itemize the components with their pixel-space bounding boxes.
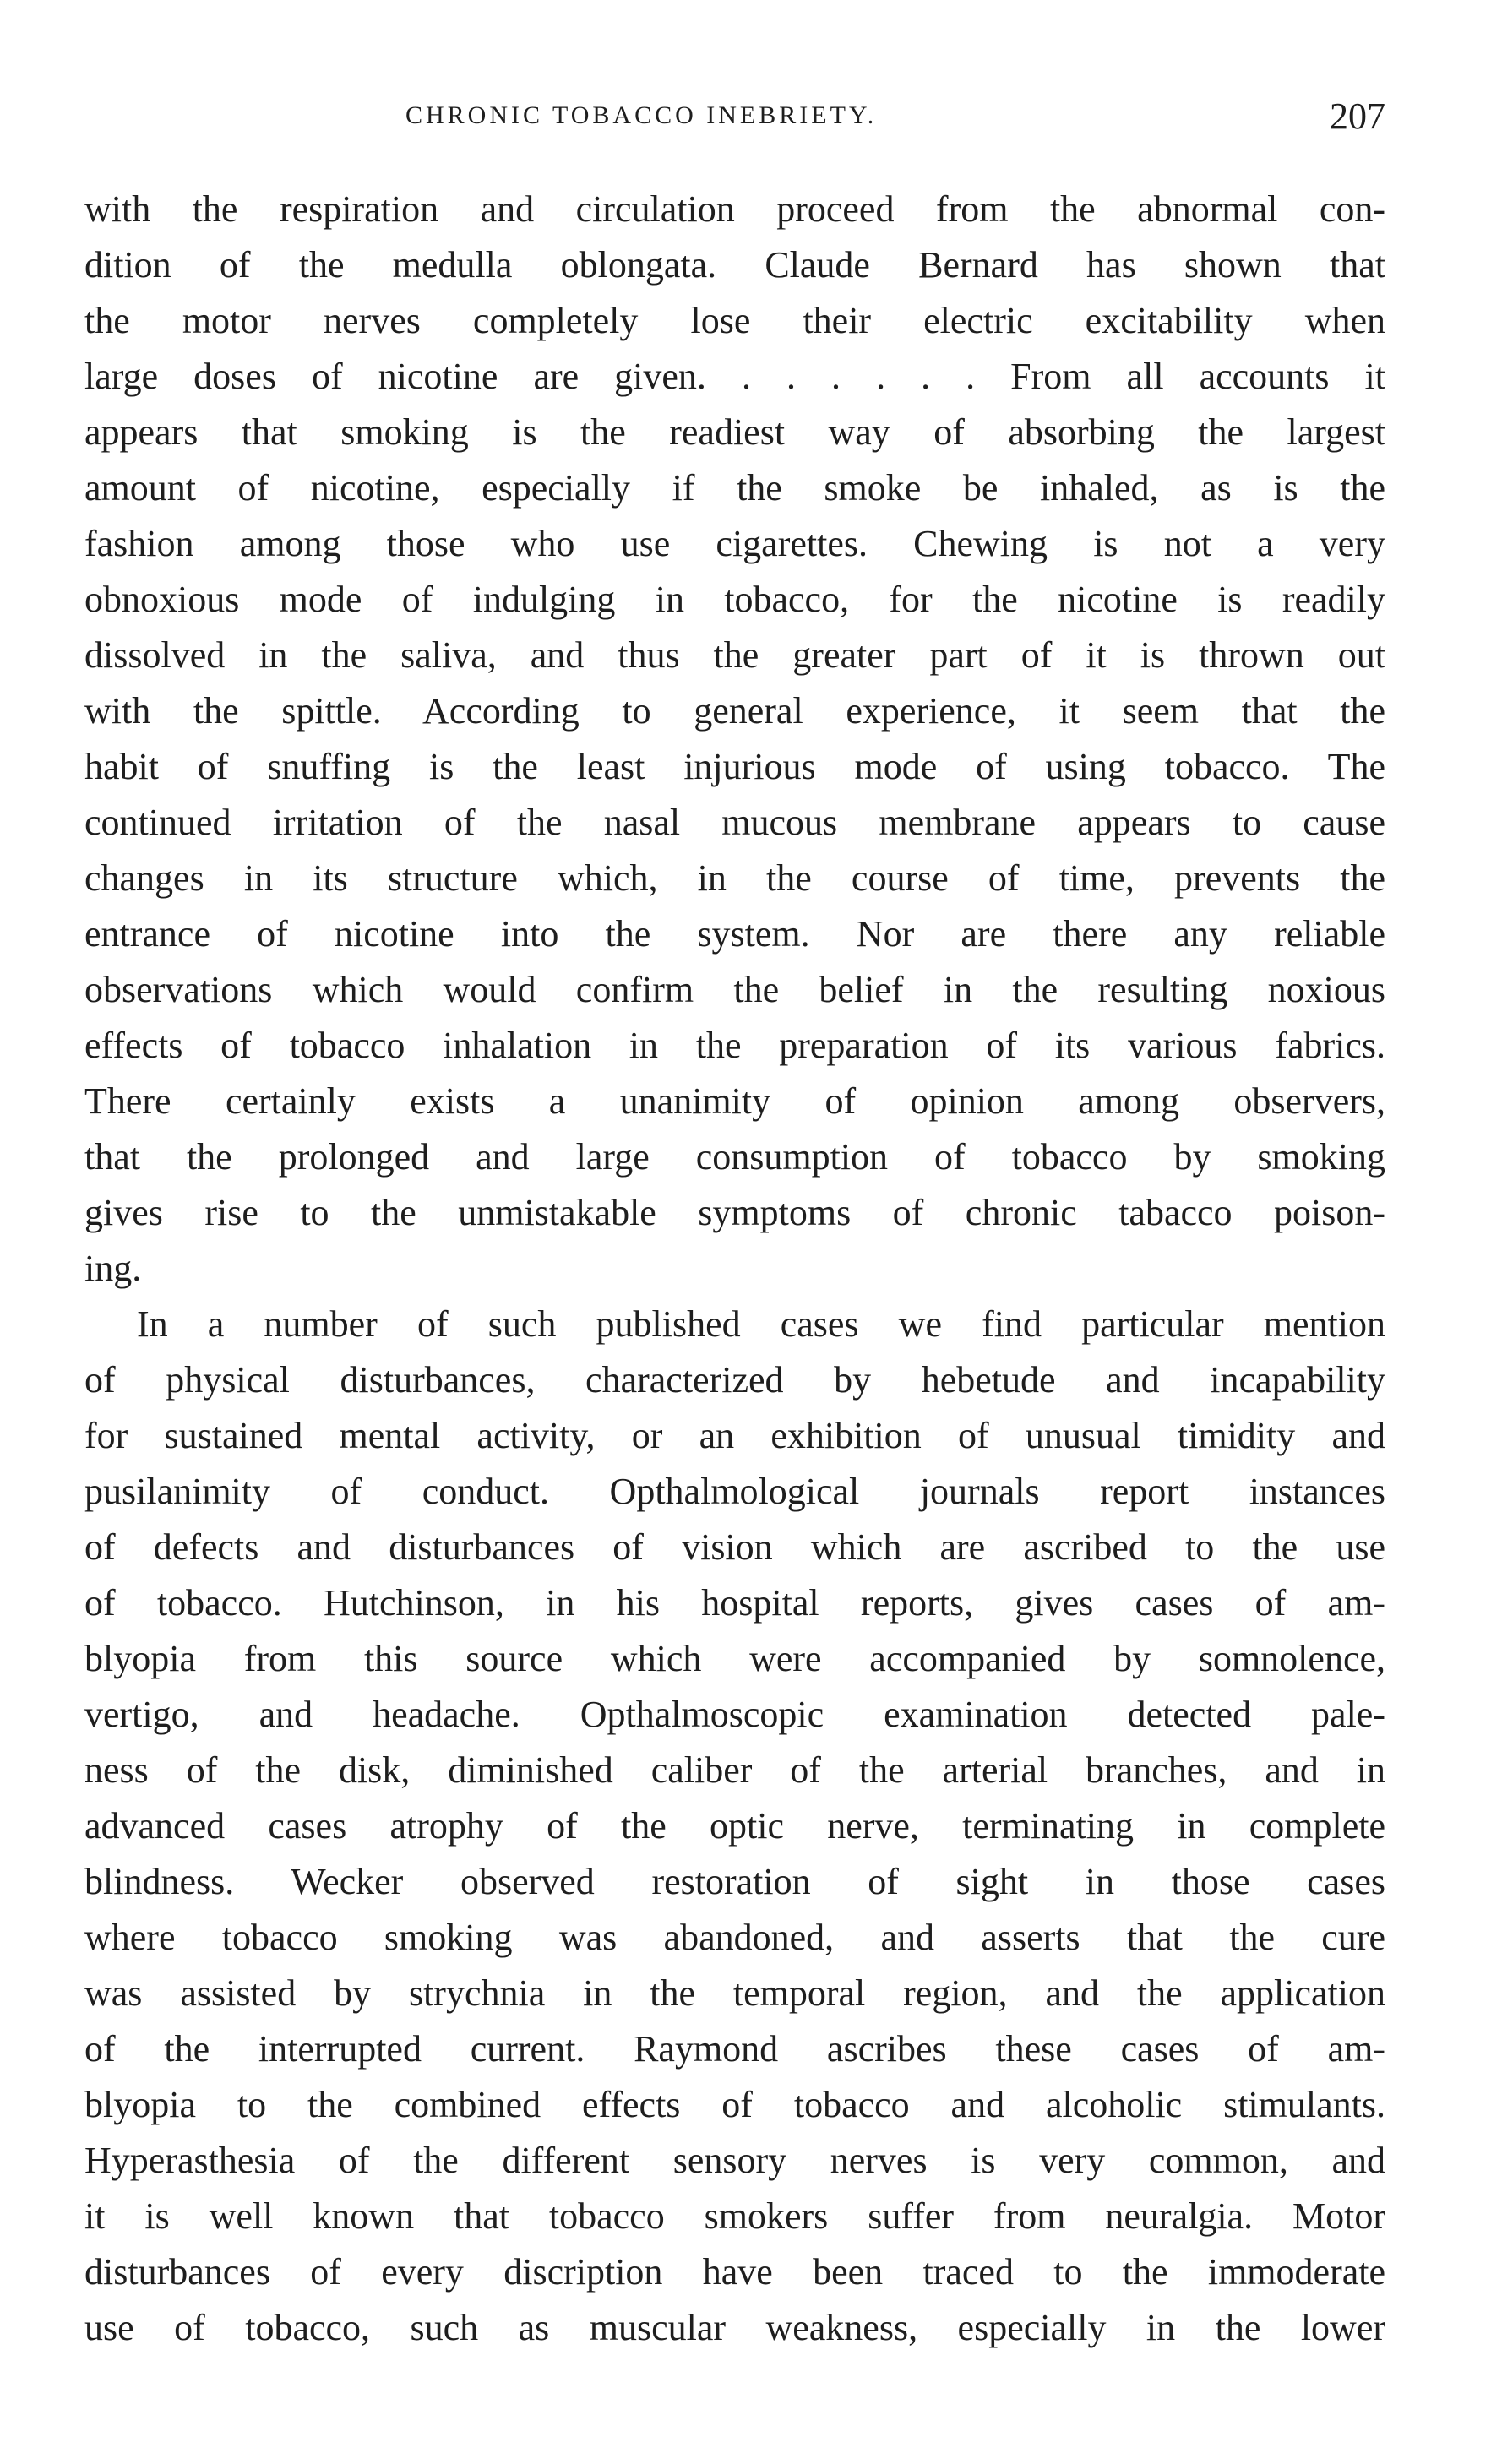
running-header (84, 95, 1385, 152)
body-text (84, 182, 1385, 2356)
text-line: ing. (84, 1248, 142, 1289)
text-line: of tobacco. Hutchinson, in his hospital reports, gives cases of am- (84, 1582, 1385, 1624)
page-number: 207 (1330, 95, 1385, 137)
text-line: the motor nerves completely lose their electric excitability when (84, 300, 1385, 341)
paragraph-2 (84, 1297, 1385, 2356)
text-line: advanced cases atrophy of the optic nerve, terminating in complete (84, 1805, 1385, 1847)
text-line: blyopia from this source which were accompanied by somnolence, (84, 1638, 1385, 1679)
text-line: disturbances of every discription have been traced to the immoderate (84, 2251, 1385, 2293)
text-line: for sustained mental activity, or an exhibition of unusual timidity and (84, 1415, 1385, 1456)
text-line: gives rise to the unmistakable symptoms of chronic tabacco poison- (84, 1192, 1385, 1233)
text-line: where tobacco smoking was abandoned, and asserts that the cure (84, 1917, 1385, 1958)
text-line: was assisted by strychnia in the temporal region, and the application (84, 1972, 1385, 2014)
text-line: changes in its structure which, in the course of time, prevents the (84, 857, 1385, 899)
text-line: continued irritation of the nasal mucous membrane appears to cause (84, 802, 1385, 843)
text-line: of the interrupted current. Raymond ascribes these cases of am- (84, 2028, 1385, 2070)
text-line: Hyperasthesia of the different sensory nerves is very common, and (84, 2140, 1385, 2181)
paragraph-1 (84, 182, 1385, 1297)
text-line: In a number of such published cases we find particular mention (137, 1303, 1385, 1345)
text-line: with the respiration and circulation proceed from the abnormal con- (84, 188, 1385, 230)
text-line: amount of nicotine, especially if the smoke be inhaled, as is the (84, 467, 1385, 509)
text-line: large doses of nicotine are given. . . . . . . From all accounts it (84, 356, 1385, 397)
text-line: appears that smoking is the readiest way of absorbing the largest (84, 411, 1385, 453)
text-line: There certainly exists a unanimity of opinion among observers, (84, 1080, 1385, 1122)
text-line: blindness. Wecker observed restoration of sight in those cases (84, 1861, 1385, 1902)
text-line: dissolved in the saliva, and thus the greater part of it is thrown out (84, 634, 1385, 676)
text-line: pusilanimity of conduct. Opthalmological journals report instances (84, 1471, 1385, 1512)
text-line: use of tobacco, such as muscular weakness, especially in the lower (84, 2307, 1385, 2348)
text-line: of defects and disturbances of vision which are ascribed to the use (84, 1526, 1385, 1568)
text-line: with the spittle. According to general experience, it seem that the (84, 690, 1385, 732)
text-line: dition of the medulla oblongata. Claude Bernard has shown that (84, 244, 1385, 286)
text-line: habit of snuffing is the least injurious mode of using tobacco. The (84, 746, 1385, 787)
text-line: fashion among those who use cigarettes. Chewing is not a very (84, 523, 1385, 564)
text-line: obnoxious mode of indulging in tobacco, for the nicotine is readily (84, 579, 1385, 620)
text-line: ness of the disk, diminished caliber of the arterial branches, and in (84, 1749, 1385, 1791)
text-line: observations which would confirm the belief in the resulting noxious (84, 969, 1385, 1010)
text-line: entrance of nicotine into the system. Nor are there any reliable (84, 913, 1385, 955)
text-line: it is well known that tobacco smokers suffer from neuralgia. Motor (84, 2195, 1385, 2237)
text-line: vertigo, and headache. Opthalmoscopic examination detected pale- (84, 1694, 1385, 1735)
text-line: effects of tobacco inhalation in the preparation of its various fabrics. (84, 1025, 1385, 1066)
text-line: of physical disturbances, characterized by hebetude and incapability (84, 1359, 1385, 1401)
text-line: that the prolonged and large consumption of tobacco by smoking (84, 1136, 1385, 1178)
text-line: blyopia to the combined effects of tobacco and alcoholic stimulants. (84, 2084, 1385, 2125)
running-title: CHRONIC TOBACCO INEBRIETY. (405, 101, 878, 129)
